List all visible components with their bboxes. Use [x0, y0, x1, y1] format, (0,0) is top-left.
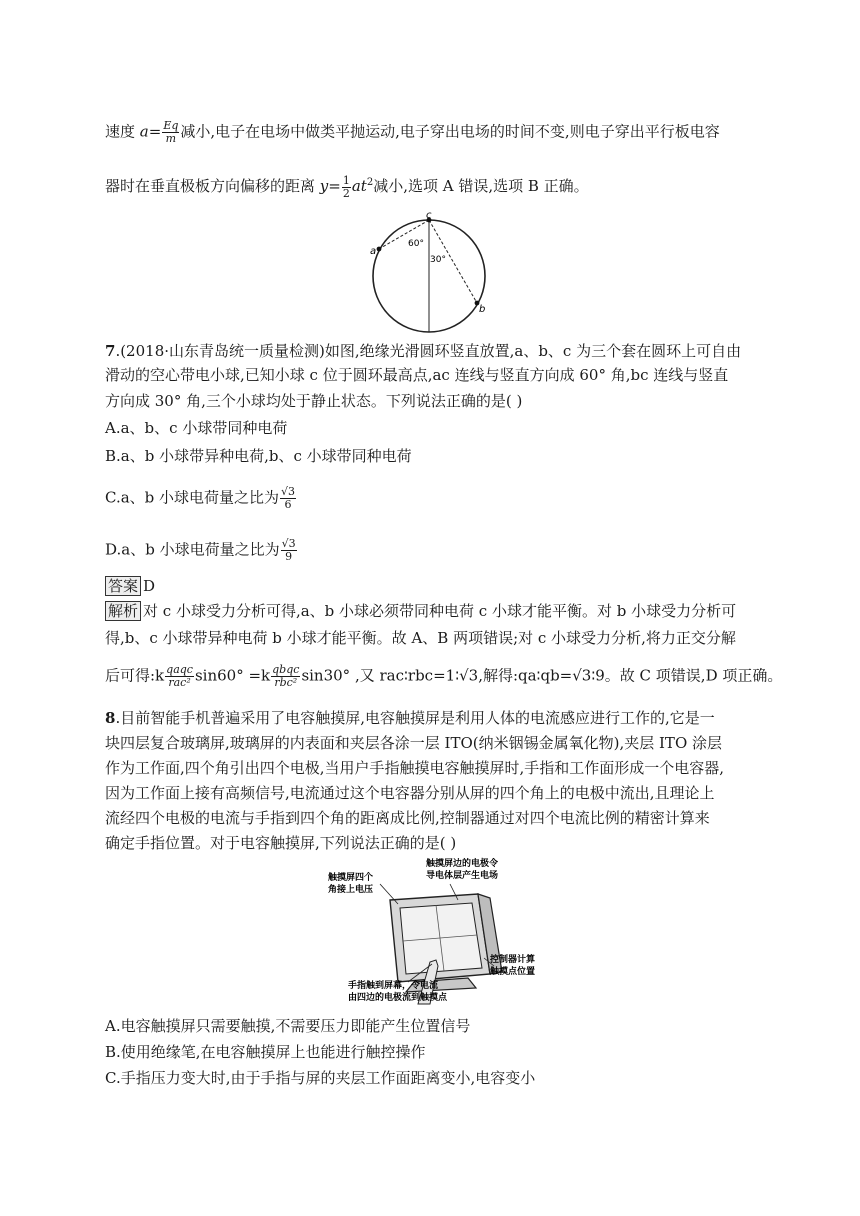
- q8-number: 8: [105, 709, 116, 727]
- ring-figure: [368, 212, 492, 336]
- q7-line-3: 方向成 30° 角,三个小球均处于静止状态。下列说法正确的是( ): [105, 392, 523, 410]
- q8-line-6: 确定手指位置。对于电容触摸屏,下列说法正确的是( ): [105, 834, 457, 852]
- fraction-qbqc-over-rbc2: $\frac{\text{qbqc}}{\text{rbc²}}$: [272, 663, 300, 689]
- answer-tag: 答案: [105, 576, 141, 596]
- q7-number: 7: [105, 342, 116, 360]
- q7-option-c[interactable]: C.a、b 小球电荷量之比为 $\frac{√3}{6}$: [105, 485, 296, 511]
- q7-option-d[interactable]: D.a、b 小球电荷量之比为 $\frac{√3}{9}$: [105, 537, 296, 563]
- q8-line-3: 作为工作面,四个角引出四个电极,当用户手指触摸电容触摸屏时,手指和工作面形成一个电容器,: [105, 759, 725, 777]
- fraction-eq-over-m: $\frac{Eq}{m}$: [163, 119, 179, 145]
- q7-option-a[interactable]: A.a、b、c 小球带同种电荷: [105, 419, 288, 437]
- fraction-sqrt3-over-9: $\frac{√3}{9}$: [281, 537, 296, 563]
- label-c: c: [426, 212, 432, 221]
- label-bottom-1: 手指触到屏幕，令电流: [348, 981, 439, 991]
- q8-option-c[interactable]: C.手指压力变大时,由于手指与屏的夹层工作面距离变小,电容变小: [105, 1069, 536, 1087]
- label-right-2: 触摸点位置: [490, 967, 536, 977]
- label-left-2: 角接上电压: [328, 885, 374, 895]
- label-top-1: 触摸屏边的电极令: [426, 859, 499, 869]
- angle-30-label: 30°: [430, 255, 446, 265]
- q7-analysis-line-3: 后可得:k $\frac{\text{qaqc}}{\text{rac²}}$ sin60° =k $\frac{\text{qbqc}}{\text{rbc²}}$ sin30° ,又 rac∶rbc=1∶√3,解得:qa∶qb=√3∶9。故 C 项错误,D 项正确。: [105, 663, 783, 689]
- solution-line-1: 速度 a= $\frac{Eq}{m}$ 减小,电子在电场中做类平抛运动,电子穿出电场的时间不变,则电子穿出平行板电容: [105, 119, 720, 145]
- q7-line-2: 滑动的空心带电小球,已知小球 c 位于圆环最高点,ac 连线与竖直方向成 60° 角,bc 连线与竖直: [105, 366, 729, 384]
- fraction-one-half: $\frac{1}{2}$: [342, 173, 350, 200]
- fraction-sqrt3-over-6: $\frac{√3}{6}$: [281, 485, 296, 511]
- touchscreen-figure: [318, 854, 548, 1006]
- var-a: a: [139, 122, 149, 141]
- monitor-screen: [400, 903, 482, 974]
- label-top-2: 导电体层产生电场: [426, 871, 499, 881]
- q8-line-4: 因为工作面上接有高频信号,电流通过这个电容器分别从屏的四个角上的电极中流出,且理论上: [105, 784, 715, 802]
- q7-line-1: 7.(2018·山东青岛统一质量检测)如图,绝缘光滑圆环竖直放置,a、b、c 为三个套在圆环上可自由: [105, 342, 742, 360]
- leader-left: [380, 884, 398, 904]
- angle-60-label: 60°: [408, 239, 424, 249]
- label-left-1: 触摸屏四个: [328, 873, 374, 883]
- answer-value: D: [143, 577, 156, 595]
- label-b: b: [479, 304, 486, 315]
- q7-analysis-line-2: 得,b、c 小球带异种电荷 b 小球才能平衡。故 A、B 两项错误;对 c 小球受力分析,将力正交分解: [105, 629, 736, 647]
- label-a: a: [370, 246, 377, 257]
- q8-line-2: 块四层复合玻璃屏,玻璃屏的内表面和夹层各涂一层 ITO(纳米铟锡金属氧化物),夹层 ITO 涂层: [105, 734, 723, 752]
- solution-line-2: 器时在垂直极板方向偏移的距离 y= $\frac{1}{2}$ $at^2$减小,选项 A 错误,选项 B 正确。: [105, 173, 589, 200]
- analysis-tag: 解析: [105, 601, 141, 621]
- ball-a: [377, 247, 382, 252]
- q8-line-1: 8.目前智能手机普遍采用了电容触摸屏,电容触摸屏是利用人体的电流感应进行工作的,它是一: [105, 709, 715, 727]
- label-right-1: 控制器计算: [490, 955, 536, 965]
- q7-analysis-line-1: 解析 对 c 小球受力分析可得,a、b 小球必须带同种电荷 c 小球才能平衡。对 b 小球受力分析可: [105, 601, 736, 621]
- label-bottom-2: 由四边的电极流到触摸点: [348, 993, 448, 1003]
- fraction-qaqc-over-rac2: $\frac{\text{qaqc}}{\text{rac²}}$: [166, 663, 193, 689]
- q8-option-a[interactable]: A.电容触摸屏只需要触摸,不需要压力即能产生位置信号: [105, 1017, 471, 1035]
- q7-answer: [105, 576, 155, 596]
- var-y: y: [319, 177, 329, 195]
- q8-option-b[interactable]: B.使用绝缘笔,在电容触摸屏上也能进行触控操作: [105, 1043, 426, 1061]
- q7-option-b[interactable]: B.a、b 小球带异种电荷,b、c 小球带同种电荷: [105, 447, 412, 465]
- q8-line-5: 流经四个电极的电流与手指到四个角的距离成比例,控制器通过对四个电流比例的精密计算来: [105, 809, 710, 827]
